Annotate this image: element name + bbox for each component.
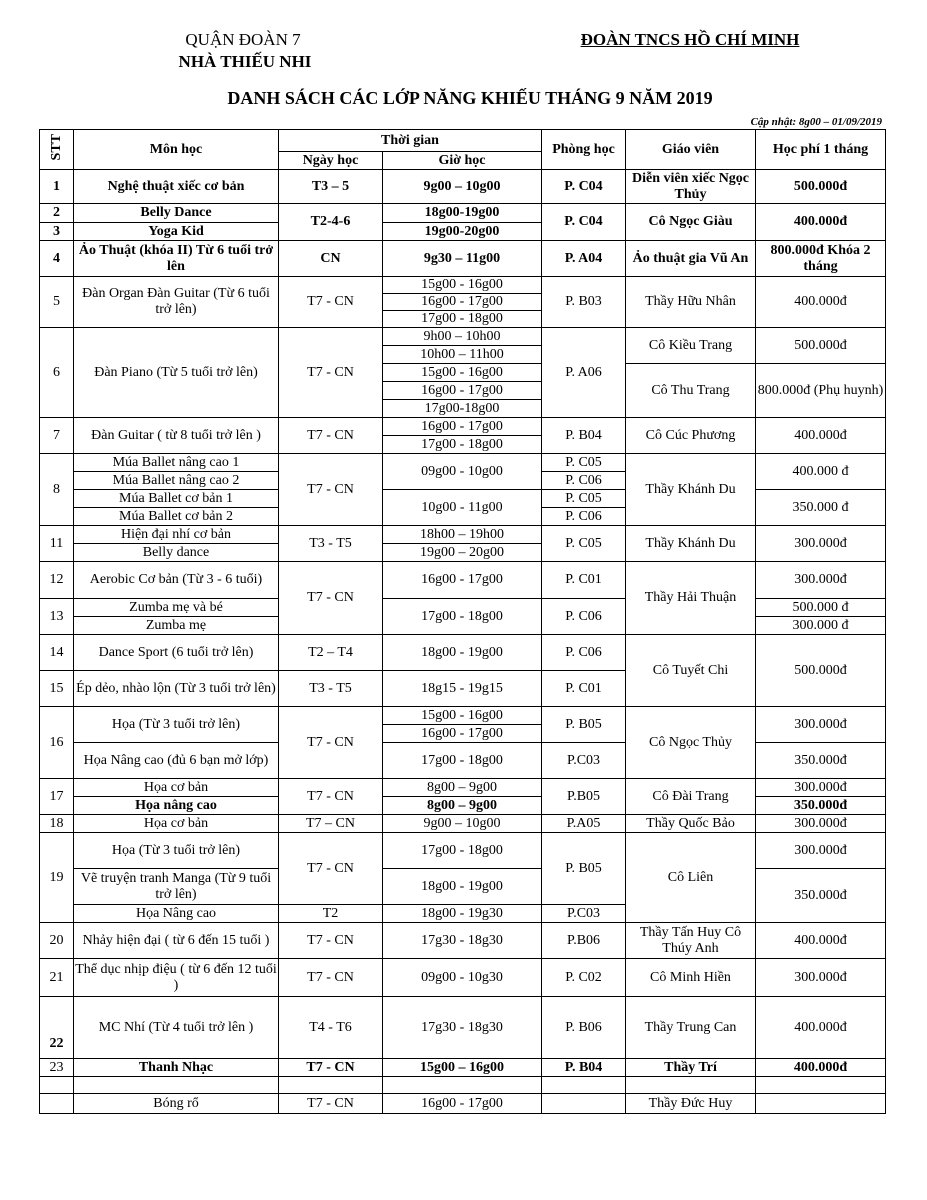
cell-day: T3 - T5: [279, 671, 383, 707]
cell-day: T2-4-6: [279, 204, 383, 241]
cell-stt: 21: [40, 959, 74, 997]
cell-hour: 10h00 – 11h00: [383, 346, 542, 364]
cell-day: T4 - T6: [279, 997, 383, 1059]
table-row: [40, 562, 886, 599]
cell-teacher: Thầy Đức Huy: [626, 1094, 756, 1114]
cell-stt: 7: [40, 418, 74, 454]
cell-room: P. C05: [542, 490, 626, 508]
cell-day: T3 - T5: [279, 526, 383, 562]
cell-subject: Họa (Từ 3 tuổi trở lên): [74, 833, 279, 869]
cell-teacher: Thầy Khánh Du: [626, 526, 756, 562]
cell-hour: 15g00 – 16g00: [383, 1059, 542, 1077]
cell-fee: 300.000đ: [756, 815, 886, 833]
cell-room: P. B04: [542, 418, 626, 454]
cell-day: T7 - CN: [279, 833, 383, 905]
cell-hour: 18g00 - 19g00: [383, 635, 542, 671]
table-row: [40, 815, 886, 833]
cell-subject: Nghệ thuật xiếc cơ bản: [74, 170, 279, 204]
cell-teacher: Cô Cúc Phương: [626, 418, 756, 454]
cell-room: P. C06: [542, 508, 626, 526]
cell-room: P. C01: [542, 671, 626, 707]
cell-fee: 400.000đ: [756, 997, 886, 1059]
cell-teacher: Cô Ngọc Giàu: [626, 204, 756, 241]
cell-day: CN: [279, 241, 383, 277]
cell-hour: 17g00-18g00: [383, 400, 542, 418]
cell-room: P. C04: [542, 170, 626, 204]
cell-stt: 8: [40, 454, 74, 526]
cell-subject: Múa Ballet cơ bản 1: [74, 490, 279, 508]
cell-teacher: Thầy Trung Can: [626, 997, 756, 1059]
cell-room: P. C01: [542, 562, 626, 599]
cell-hour: 9g00 – 10g00: [383, 815, 542, 833]
cell-hour: 17g00 - 18g00: [383, 436, 542, 454]
cell-hour: 16g00 - 17g00: [383, 725, 542, 743]
cell-hour: 16g00 - 17g00: [383, 382, 542, 400]
cell-hour: 8g00 – 9g00: [383, 779, 542, 797]
cell-hour: 17g00 - 18g00: [383, 743, 542, 779]
table-row: [40, 204, 886, 223]
cell-room: P. C06: [542, 635, 626, 671]
col-fee: Học phí 1 tháng: [756, 130, 886, 170]
cell-subject: Aerobic Cơ bản (Từ 3 - 6 tuổi): [74, 562, 279, 599]
cell-day: T2: [279, 905, 383, 923]
cell-hour: 9h00 – 10h00: [383, 328, 542, 346]
cell-subject: Họa Nâng cao (đủ 6 bạn mở lớp): [74, 743, 279, 779]
cell-stt: 6: [40, 328, 74, 418]
cell-fee: 300.000đ: [756, 833, 886, 869]
cell-hour: 17g00 - 18g00: [383, 833, 542, 869]
cell-subject: Thanh Nhạc: [74, 1059, 279, 1077]
table-row: [40, 454, 886, 472]
cell-room: P. C04: [542, 204, 626, 241]
cell-hour: 15g00 - 16g00: [383, 707, 542, 725]
cell-fee: 400.000đ: [756, 204, 886, 241]
cell-stt: 3: [40, 223, 74, 241]
table-row: [40, 418, 886, 436]
cell-subject: Đàn Guitar ( từ 8 tuổi trở lên ): [74, 418, 279, 454]
cell-fee: 300.000đ: [756, 526, 886, 562]
org-right: ĐOÀN TNCS HỒ CHÍ MINH: [580, 30, 800, 49]
cell-day: T7 - CN: [279, 454, 383, 526]
cell-day: T7 - CN: [279, 277, 383, 328]
table-row: [40, 1059, 886, 1077]
cell-room: P.C03: [542, 905, 626, 923]
cell-day: T7 - CN: [279, 779, 383, 815]
col-stt: STT: [40, 130, 74, 170]
cell-stt: 15: [40, 671, 74, 707]
col-subject: Môn học: [74, 130, 279, 170]
cell-stt: 18: [40, 815, 74, 833]
table-row: [40, 997, 886, 1059]
cell-hour: 15g00 - 16g00: [383, 277, 542, 294]
cell-hour: 16g00 - 17g00: [383, 418, 542, 436]
cell-hour: 17g00 - 18g00: [383, 311, 542, 328]
cell-room: P.B06: [542, 923, 626, 959]
cell-fee: 400.000đ: [756, 923, 886, 959]
cell-teacher: Thầy Khánh Du: [626, 454, 756, 526]
col-time: Thời gian: [279, 130, 542, 152]
cell-subject: Múa Ballet nâng cao 2: [74, 472, 279, 490]
cell-room: P. B04: [542, 1059, 626, 1077]
cell-room: P.B05: [542, 779, 626, 815]
cell-subject: Zumba mẹ: [74, 617, 279, 635]
cell-day: T7 - CN: [279, 562, 383, 635]
page-title: DANH SÁCH CÁC LỚP NĂNG KHIẾU THÁNG 9 NĂM 2019: [227, 88, 713, 108]
cell-fee: 400.000 đ: [756, 454, 886, 490]
cell-subject: MC Nhí (Từ 4 tuổi trở lên ): [74, 997, 279, 1059]
table-row: [40, 526, 886, 544]
cell-teacher: Cô Tuyết Chi: [626, 635, 756, 707]
cell-stt: 11: [40, 526, 74, 562]
cell-subject: Yoga Kid: [74, 223, 279, 241]
cell-day: T7 - CN: [279, 418, 383, 454]
cell-day: T2 – T4: [279, 635, 383, 671]
cell-subject: Vẽ truyện tranh Manga (Từ 9 tuổi trở lên): [74, 869, 279, 905]
cell-fee: 300.000đ: [756, 562, 886, 599]
col-room: Phòng học: [542, 130, 626, 170]
table-row: [40, 707, 886, 725]
cell-day: T7 - CN: [279, 1094, 383, 1114]
schedule-table: [39, 129, 886, 1114]
cell-fee: 300.000đ: [756, 959, 886, 997]
cell-teacher: Thầy Quốc Bảo: [626, 815, 756, 833]
cell-subject: Đàn Organ Đàn Guitar (Từ 6 tuổi trở lên): [74, 277, 279, 328]
org-left-line2: NHÀ THIẾU NHI: [178, 52, 312, 71]
cell-day: T7 - CN: [279, 959, 383, 997]
table-row: [40, 241, 886, 277]
cell-room: [542, 1094, 626, 1114]
cell-teacher: Thầy Trí: [626, 1059, 756, 1077]
cell-stt: 19: [40, 833, 74, 923]
cell-hour: 09g00 - 10g30: [383, 959, 542, 997]
cell-fee: 800.000đ (Phụ huynh): [756, 364, 886, 418]
cell-subject: Họa Nâng cao: [74, 905, 279, 923]
cell-stt: [40, 1094, 74, 1114]
cell-subject: Bóng rổ: [74, 1094, 279, 1114]
cell-day: T3 – 5: [279, 170, 383, 204]
table-row: [40, 328, 886, 346]
cell-room: P. A06: [542, 328, 626, 418]
table-row: [40, 277, 886, 294]
cell-day: T7 - CN: [279, 328, 383, 418]
cell-fee: 350.000đ: [756, 869, 886, 923]
cell-fee: 500.000đ: [756, 635, 886, 707]
cell-room: P.A05: [542, 815, 626, 833]
cell-room: P. C05: [542, 526, 626, 562]
cell-teacher: Ảo thuật gia Vũ An: [626, 241, 756, 277]
cell-teacher: Cô Thu Trang: [626, 364, 756, 418]
cell-fee: 500.000đ: [756, 170, 886, 204]
cell-stt: 13: [40, 599, 74, 635]
cell-room: P. A04: [542, 241, 626, 277]
cell-teacher: Cô Minh Hiền: [626, 959, 756, 997]
cell-subject: Đàn Piano (Từ 5 tuổi trở lên): [74, 328, 279, 418]
cell-subject: Zumba mẹ và bé: [74, 599, 279, 617]
cell-subject: Ép dẻo, nhào lộn (Từ 3 tuổi trở lên): [74, 671, 279, 707]
table-header-row: [40, 130, 886, 152]
cell-teacher: Cô Kiều Trang: [626, 328, 756, 364]
cell-stt: 5: [40, 277, 74, 328]
cell-fee: 400.000đ: [756, 1059, 886, 1077]
cell-room: P. B03: [542, 277, 626, 328]
cell-stt: 22: [40, 997, 74, 1059]
cell-day: T7 – CN: [279, 815, 383, 833]
cell-subject: Thể dục nhịp điệu ( từ 6 đến 12 tuổi ): [74, 959, 279, 997]
cell-fee: 350.000đ: [756, 797, 886, 815]
cell-stt: 20: [40, 923, 74, 959]
cell-subject: Họa cơ bản: [74, 779, 279, 797]
cell-hour: 18g15 - 19g15: [383, 671, 542, 707]
cell-hour: 19g00-20g00: [383, 223, 542, 241]
cell-hour: 18g00-19g00: [383, 204, 542, 223]
cell-fee: 400.000đ: [756, 418, 886, 454]
cell-room: P.C03: [542, 743, 626, 779]
cell-hour: 18h00 – 19h00: [383, 526, 542, 544]
cell-room: P. C06: [542, 599, 626, 635]
cell-fee: 300.000đ: [756, 707, 886, 743]
cell-day: T7 - CN: [279, 1059, 383, 1077]
cell-stt: 14: [40, 635, 74, 671]
cell-teacher: Cô Liên: [626, 833, 756, 923]
cell-hour: 17g30 - 18g30: [383, 997, 542, 1059]
cell-fee: 500.000 đ: [756, 599, 886, 617]
cell-fee: 350.000 đ: [756, 490, 886, 526]
table-row: [40, 779, 886, 797]
cell-hour: 17g30 - 18g30: [383, 923, 542, 959]
org-left-line1: QUẬN ĐOÀN 7: [185, 30, 301, 49]
cell-stt: 12: [40, 562, 74, 599]
col-hour: Giờ học: [383, 152, 542, 170]
cell-subject: Belly Dance: [74, 204, 279, 223]
cell-room: P. C06: [542, 472, 626, 490]
cell-subject: Nhảy hiện đại ( từ 6 đến 15 tuổi ): [74, 923, 279, 959]
cell-room: P. C02: [542, 959, 626, 997]
cell-hour: 18g00 - 19g30: [383, 905, 542, 923]
cell-subject: Múa Ballet cơ bản 2: [74, 508, 279, 526]
cell-fee: 300.000 đ: [756, 617, 886, 635]
cell-hour: 17g00 - 18g00: [383, 599, 542, 635]
table-row: [40, 170, 886, 204]
cell-teacher: Cô Ngọc Thủy: [626, 707, 756, 779]
cell-fee: 800.000đ Khóa 2 tháng: [756, 241, 886, 277]
cell-stt: 16: [40, 707, 74, 779]
cell-hour: 16g00 - 17g00: [383, 294, 542, 311]
cell-teacher: Thầy Tấn Huy Cô Thúy Anh: [626, 923, 756, 959]
cell-day: T7 - CN: [279, 707, 383, 779]
cell-stt: 17: [40, 779, 74, 815]
cell-hour: 18g00 - 19g00: [383, 869, 542, 905]
table-row: [40, 635, 886, 671]
cell-fee: 400.000đ: [756, 277, 886, 328]
cell-subject: Hiện đại nhí cơ bản: [74, 526, 279, 544]
cell-subject: Belly dance: [74, 544, 279, 562]
cell-hour: 15g00 - 16g00: [383, 364, 542, 382]
cell-subject: Múa Ballet nâng cao 1: [74, 454, 279, 472]
cell-hour: 19g00 – 20g00: [383, 544, 542, 562]
cell-fee: 500.000đ: [756, 328, 886, 364]
cell-fee: 300.000đ: [756, 779, 886, 797]
cell-room: P. B05: [542, 707, 626, 743]
cell-subject: Ảo Thuật (khóa II) Từ 6 tuổi trở lên: [74, 241, 279, 277]
table-row: [40, 1094, 886, 1114]
cell-subject: Dance Sport (6 tuổi trở lên): [74, 635, 279, 671]
col-teacher: Giáo viên: [626, 130, 756, 170]
cell-fee: [756, 1094, 886, 1114]
cell-hour: 9g00 – 10g00: [383, 170, 542, 204]
cell-fee: 350.000đ: [756, 743, 886, 779]
cell-hour: 8g00 – 9g00: [383, 797, 542, 815]
cell-hour: 16g00 - 17g00: [383, 1094, 542, 1114]
cell-hour: 16g00 - 17g00: [383, 562, 542, 599]
cell-teacher: Thầy Hữu Nhân: [626, 277, 756, 328]
cell-stt: 4: [40, 241, 74, 277]
cell-stt: 2: [40, 204, 74, 223]
cell-hour: 09g00 - 10g00: [383, 454, 542, 490]
cell-subject: Họa cơ bản: [74, 815, 279, 833]
cell-room: P. C05: [542, 454, 626, 472]
table-row: [40, 833, 886, 869]
cell-subject: Họa nâng cao: [74, 797, 279, 815]
cell-day: T7 - CN: [279, 923, 383, 959]
cell-stt: 23: [40, 1059, 74, 1077]
cell-room: P. B06: [542, 997, 626, 1059]
cell-teacher: Thầy Hải Thuận: [626, 562, 756, 635]
cell-teacher: Cô Đài Trang: [626, 779, 756, 815]
cell-stt: 1: [40, 170, 74, 204]
cell-room: P. B05: [542, 833, 626, 905]
cell-hour: 9g30 – 11g00: [383, 241, 542, 277]
cell-hour: 10g00 - 11g00: [383, 490, 542, 526]
cell-subject: Họa (Từ 3 tuổi trở lên): [74, 707, 279, 743]
table-row: [40, 959, 886, 997]
table-row: [40, 923, 886, 959]
col-day: Ngày học: [279, 152, 383, 170]
table-row-empty: [40, 1077, 886, 1094]
table-row: [40, 599, 886, 617]
cell-teacher: Diễn viên xiếc Ngọc Thủy: [626, 170, 756, 204]
updated-note: Cập nhật: 8g00 – 01/09/2019: [750, 116, 882, 128]
